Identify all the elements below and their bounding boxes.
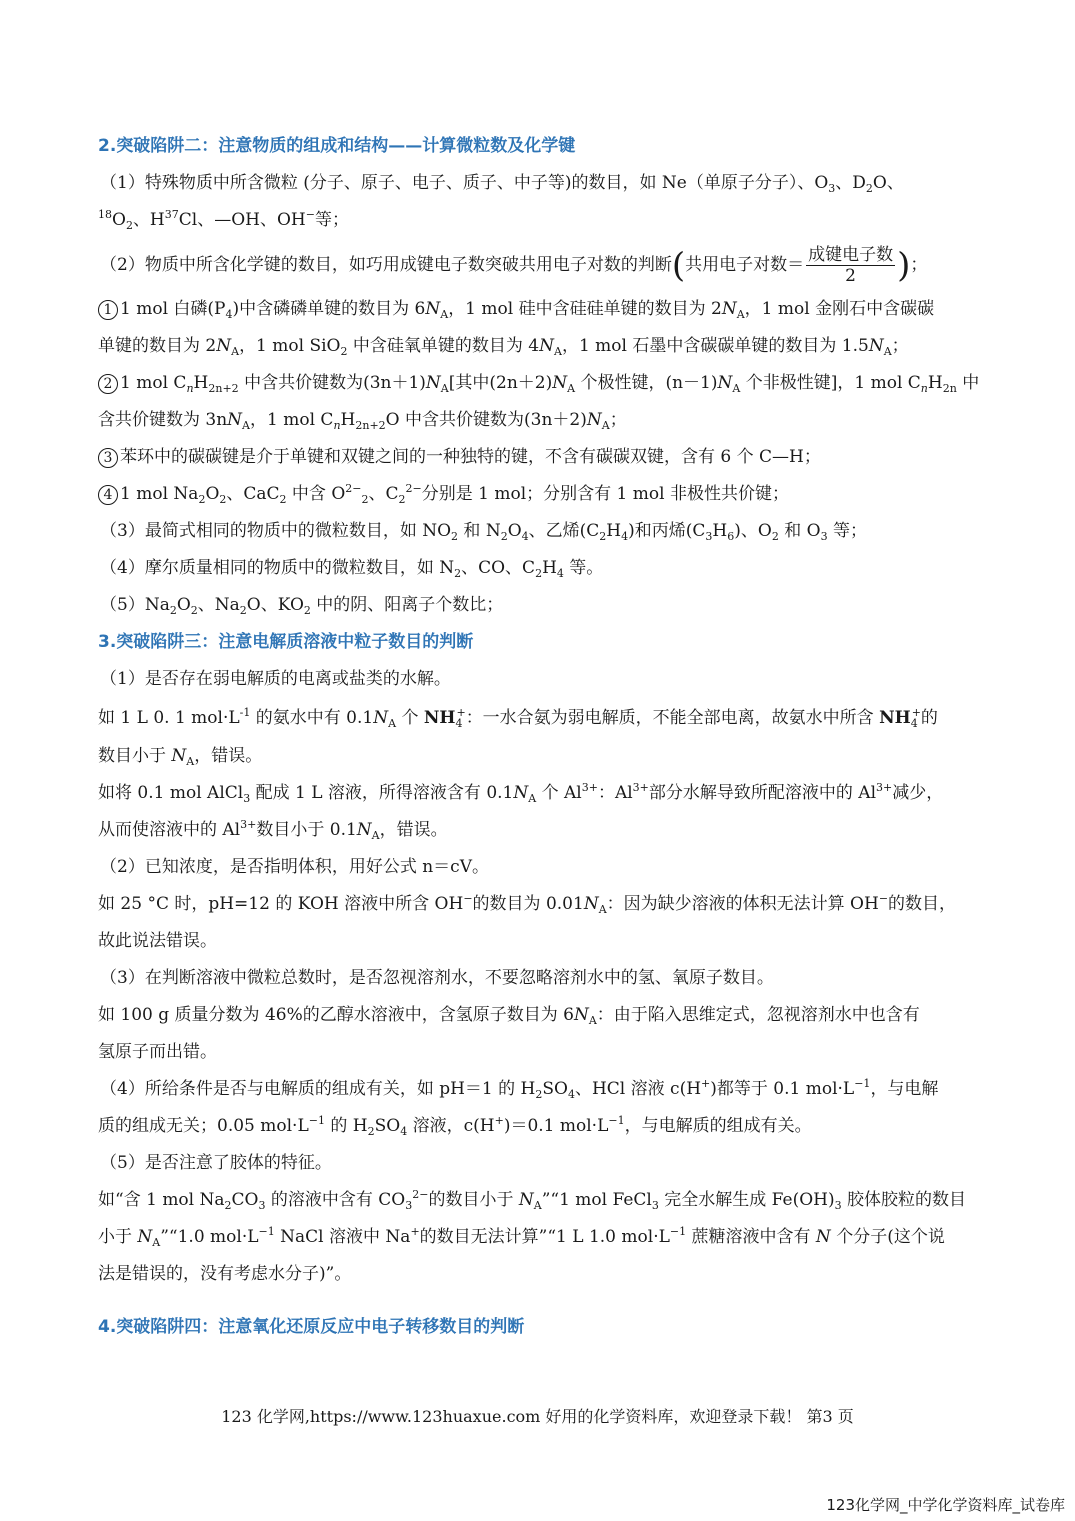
circled-2-icon: 2	[98, 374, 118, 394]
s3-example-5-line2: 小于 $N_A”“1.0$ $mol\cdot L^{-1}$ NaCl 溶液中 Na+的数目无法计算”“1 L 1.0 $mol\cdot L^{-1}$ 蔗糖溶液中含有 N 个分子(这个说	[98, 1225, 945, 1249]
s3-example-3-line2: 故此说法错误。	[98, 931, 217, 951]
s2-item-3: （3）最简式相同的物质中的微粒数目，如 $NO_2$ 和 $N_2O_4$、乙烯$(C_2H_4)$和丙烯$(C_3H_6)$、$O_2$ 和 $O_3$ 等；	[100, 521, 867, 543]
s3-example-2-line1: 如将 0.1 mol AlCl$_3$ 配成 1 L 溶液，所得溶液含有 $0.1N_A$ 个 $Al^{3+}$：$Al^{3+}$部分水解导致所配溶液中的 $Al^{3+}$减少，	[98, 781, 944, 805]
s3-item-2: （2）已知浓度，是否指明体积，用好公式 n＝cV。	[100, 857, 489, 877]
s3-example-5-line1: 如“含 1 mol $Na_2CO_3$ 的溶液中含有 $CO_3^{2-}$的数目小于 $N_A”“1$ mol FeCl$_3$ 完全水解生成 $Fe(OH)_3$ 胶体胶粒的数目	[98, 1188, 967, 1212]
s3-example-4-line1: 如 100 g 质量分数为 46%的乙醇水溶液中，含氢原子数目为 $6N_A$：由于陷入思维定式，忽视溶剂水中也含有	[98, 1005, 920, 1027]
s2-item-4: （4）摩尔质量相同的物质中的微粒数目，如 $N_2$、CO、$C_2H_4$ 等。	[100, 558, 604, 580]
s2-point-1-line1: 1 1 mol 白磷$(P_4)$中含磷磷单键的数目为 $6N_A$，1 mol 硅中含硅硅单键的数目为 $2N_A$，1 mol 金刚石中含碳碳	[98, 291, 988, 328]
s2-item-5: $(5)Na_2O_2$、$Na_2O$、$KO_2$ 中的阴、阳离子个数比；	[100, 595, 504, 617]
s3-item-4-line2: 质的组成无关；0.05 $mol\cdot L^{-1}$ 的 $H_2SO_4$ 溶液，c(H+)＝0.1 $mol\cdot L^{-1}$，与电解质的组成有关。	[98, 1114, 812, 1138]
document-body	[98, 128, 988, 1346]
circled-1-icon: 1	[98, 300, 118, 320]
watermark-text: 123化学网_中学化学资料库_试卷库	[826, 1496, 1065, 1514]
s2-point-3: 3 苯环中的碳碳键是介于单键和双键之间的一种独特的键，不含有碳碳双键，含有 6 个 C—H；	[98, 439, 988, 476]
circled-3-icon: 3	[98, 448, 118, 468]
s2-point-2-line1: 2 1 mol $C_nH_{2n+2}$ 中含共价键数为$(3n+1)N_A$[其中$(2n+2)N_A$ 个极性键，$(n-1)N_A$ 个非极性键]，1 mol $C_nH_{2n}$ 中	[98, 365, 988, 402]
s2-item-2: （2）物质中所含化学键的数目，如巧用成键电子数突破共用电子对数的判断(共用电子对数＝ $\frac{\text{成键电子数}}{2}$ )；	[100, 245, 928, 286]
s3-example-3-line1: 如 25 °C 时，pH=12 的 KOH 溶液中所含 OH−的数目为 $0.01N_A$：因为缺少溶液的体积无法计算 OH−的数目，	[98, 892, 957, 916]
s3-example-5-line3: 法是错误的，没有考虑水分子)”。	[98, 1264, 352, 1284]
s3-example-1-line2: 数目小于 $N_A$，错误。	[98, 746, 263, 768]
s3-example-2-line2: 从而使溶液中的 $Al^{3+}$数目小于 $0.1N_A$，错误。	[98, 818, 448, 842]
s3-item-5: （5）是否注意了胶体的特征。	[100, 1153, 332, 1173]
page-footer: 123 化学网,https://www.123huaxue.com 好用的化学资料库，欢迎登录下载！ 第3 页	[221, 1407, 854, 1426]
s2-point-2-line2: 含共价键数为 $3nN_A$，1 mol $C_nH_{2n+2}O$ 中含共价键数为$(3n+2)N_A$；	[98, 410, 627, 432]
s2-point-4: 4 1 mol $Na_2O_2$、CaC$_2$ 中含 $O^{2-}_2$、$C_2^{2-}$分别是 1 mol；分别含有 1 mol 非极性共价键；	[98, 476, 988, 513]
s3-item-4-line1: （4）所给条件是否与电解质的组成有关，如 pH＝1 的 $H_2SO_4$、HCl 溶液 c(H+)都等于 0.1 $mol\cdot L^{-1}$，与电解	[100, 1077, 939, 1101]
s2-item-1-line2: $^{18}O_2$、$H^{37}Cl$、—OH、OH−等；	[98, 208, 349, 232]
s2-point-1-line2: 单键的数目为 $2N_A$，1 mol SiO$_2$ 中含硅氧单键的数目为 $4N_A$，1 mol 石墨中含碳碳单键的数目为 $1.5N_A$；	[98, 336, 909, 358]
s2-item-1-line1: （1）特殊物质中所含微粒 (分子、原子、电子、质子、中子等)的数目，如 Ne（单原子分子）、$O_3$、$D_2O$、	[100, 173, 904, 195]
s3-item-1: （1）是否存在弱电解质的电离或盐类的水解。	[100, 669, 451, 689]
section-4-title: 4.突破陷阱四：注意氧化还原反应中电子转移数目的判断	[98, 1317, 525, 1337]
s3-example-4-line2: 氢原子而出错。	[98, 1042, 217, 1062]
bond-fraction: $\frac{\text{成键电子数}}{2}$	[808, 245, 894, 286]
s3-item-3: （3）在判断溶液中微粒总数时，是否忽视溶剂水，不要忽略溶剂水中的氢、氧原子数目。	[100, 968, 774, 988]
section-3-title: 3.突破陷阱三：注意电解质溶液中粒子数目的判断	[98, 632, 474, 652]
s3-example-1-line1: 如 1 L 0. 1 $mol\cdot L^{-1}$ 的氨水中有 $0.1N_A$ 个 $NH_4^+$：一水合氨为弱电解质，不能全部电离，故氨水中所含 $NH_4^+$的	[98, 706, 938, 730]
section-2-title: 2.突破陷阱二：注意物质的组成和结构——计算微粒数及化学键	[98, 136, 576, 156]
circled-4-icon: 4	[98, 485, 118, 505]
